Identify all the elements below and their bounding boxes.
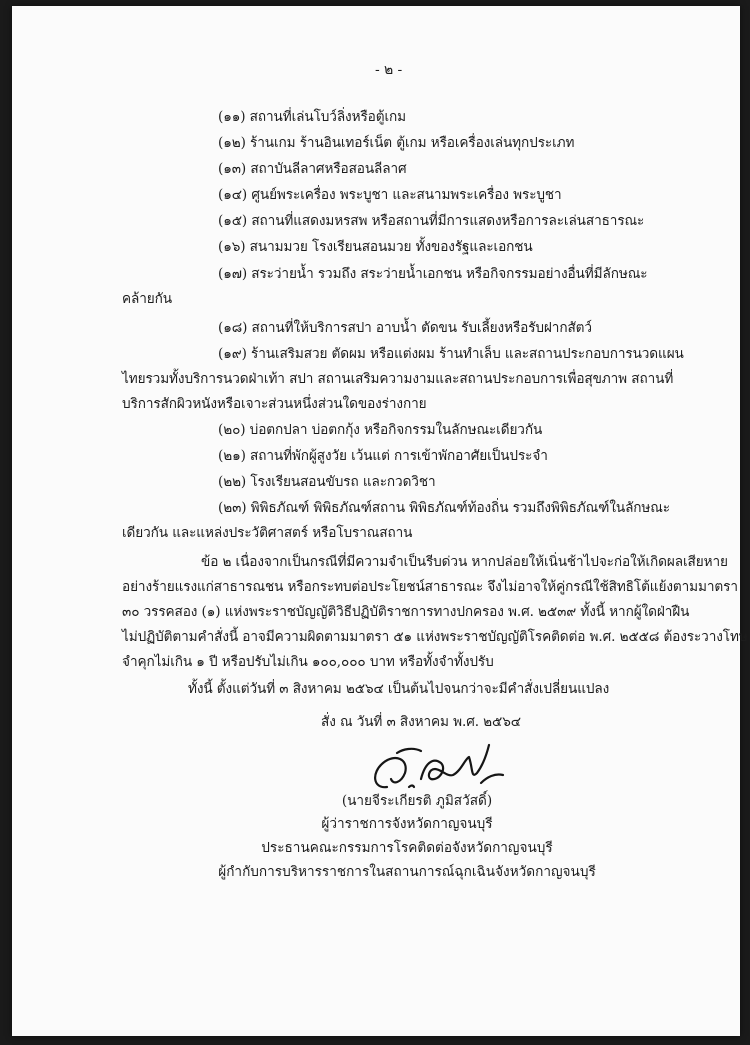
signer-title-committee: ประธานคณะกรรมการโรคติดต่อจังหวัดกาญจนบุรี	[261, 840, 553, 856]
list-item: (๑๖) สนามมวย โรงเรียนสอนมวย ทั้งของรัฐและเอกชน	[218, 239, 533, 255]
list-item: (๒๓) พิพิธภัณฑ์ พิพิธภัณฑ์สถาน พิพิธภัณฑ์ท้องถิ่น รวมถึงพิพิธภัณฑ์ในลักษณะ	[218, 500, 671, 516]
list-item-continuation: บริการสักผิวหนังหรือเจาะส่วนหนึ่งส่วนใดของร่างกาย	[122, 396, 427, 412]
list-item: (๑๔) ศูนย์พระเครื่อง พระบูชา และสนามพระเครื่อง พระบูชา	[218, 187, 562, 203]
clause-2-line: ข้อ ๒ เนื่องจากเป็นกรณีที่มีความจำเป็นรีบด่วน หากปล่อยให้เนิ่นช้าไปจะก่อให้เกิดผลเสียหาย	[201, 554, 728, 570]
page-number: - ๒ -	[375, 62, 403, 78]
signer-title-governor: ผู้ว่าราชการจังหวัดกาญจนบุรี	[321, 816, 493, 832]
list-item: (๒๑) สถานที่พักผู้สูงวัย เว้นแต่ การเข้าพักอาศัยเป็นประจำ	[218, 448, 548, 464]
list-item: (๑๑) สถานที่เล่นโบว์ลิ่งหรือตู้เกม	[218, 109, 406, 125]
handwritten-signature	[369, 739, 519, 799]
list-item-continuation: ไทยรวมทั้งบริการนวดฝ่าเท้า สปา สถานเสริมความงามและสถานประกอบการเพื่อสุขภาพ สถานที่	[122, 371, 674, 387]
clause-2-line: ไม่ปฏิบัติตามคำสั่งนี้ อาจมีความผิดตามมาตรา ๕๑ แห่งพระราชบัญญัติโรคติดต่อ พ.ศ. ๒๕๕๘ ต้องระวางโทษ	[122, 629, 748, 645]
list-item: (๑๓) สถาบันลีลาศหรือสอนลีลาศ	[218, 161, 407, 177]
list-item-continuation: คล้ายกัน	[122, 291, 172, 307]
clause-2-line: อย่างร้ายแรงแก่สาธารณชน หรือกระทบต่อประโยชน์สาธารณะ จึงไม่อาจให้คู่กรณีใช้สิทธิโต้แย้งตามมาตรา	[122, 579, 738, 595]
list-item: (๒๐) บ่อตกปลา บ่อตกกุ้ง หรือกิจกรรมในลักษณะเดียวกัน	[218, 422, 543, 438]
list-item: (๒๒) โรงเรียนสอนขับรถ และกวดวิชา	[218, 474, 436, 490]
effective-date: ทั้งนี้ ตั้งแต่วันที่ ๓ สิงหาคม ๒๕๖๔ เป็นต้นไปจนกว่าจะมีคำสั่งเปลี่ยนแปลง	[188, 681, 610, 697]
list-item: (๑๘) สถานที่ให้บริการสปา อาบน้ำ ตัดขน รับเลี้ยงหรือรับฝากสัตว์	[218, 320, 592, 336]
list-item: (๑๕) สถานที่แสดงมหรสพ หรือสถานที่มีการแสดงหรือการละเล่นสาธารณะ	[218, 213, 645, 229]
list-item: (๑๙) ร้านเสริมสวย ตัดผม หรือแต่งผม ร้านทำเล็บ และสถานประกอบการนวดแผน	[218, 346, 684, 362]
list-item: (๑๗) สระว่ายน้ำ รวมถึง สระว่ายน้ำเอกชน หรือกิจกรรมอย่างอื่นที่มีลักษณะ	[218, 266, 648, 282]
signer-title-emergency: ผู้กำกับการบริหารราชการในสถานการณ์ฉุกเฉินจังหวัดกาญจนบุรี	[218, 864, 596, 880]
order-date: สั่ง ณ วันที่ ๓ สิงหาคม พ.ศ. ๒๕๖๔	[321, 714, 521, 730]
clause-2-line: จำคุกไม่เกิน ๑ ปี หรือปรับไม่เกิน ๑๐๐,๐๐๐ บาท หรือทั้งจำทั้งปรับ	[122, 654, 494, 670]
list-item: (๑๒) ร้านเกม ร้านอินเทอร์เน็ต ตู้เกม หรือเครื่องเล่นทุกประเภท	[218, 135, 575, 151]
signer-name: (นายจีระเกียรติ ภูมิสวัสดิ์)	[341, 793, 493, 809]
clause-2-line: ๓๐ วรรคสอง (๑) แห่งพระราชบัญญัติวิธีปฏิบัติราชการทางปกครอง พ.ศ. ๒๕๓๙ ทั้งนี้ หากผู้ใดฝ่าฝืน	[122, 604, 690, 620]
list-item-continuation: เดียวกัน และแหล่งประวัติศาสตร์ หรือโบราณสถาน	[122, 525, 413, 541]
document-page	[12, 6, 748, 1036]
